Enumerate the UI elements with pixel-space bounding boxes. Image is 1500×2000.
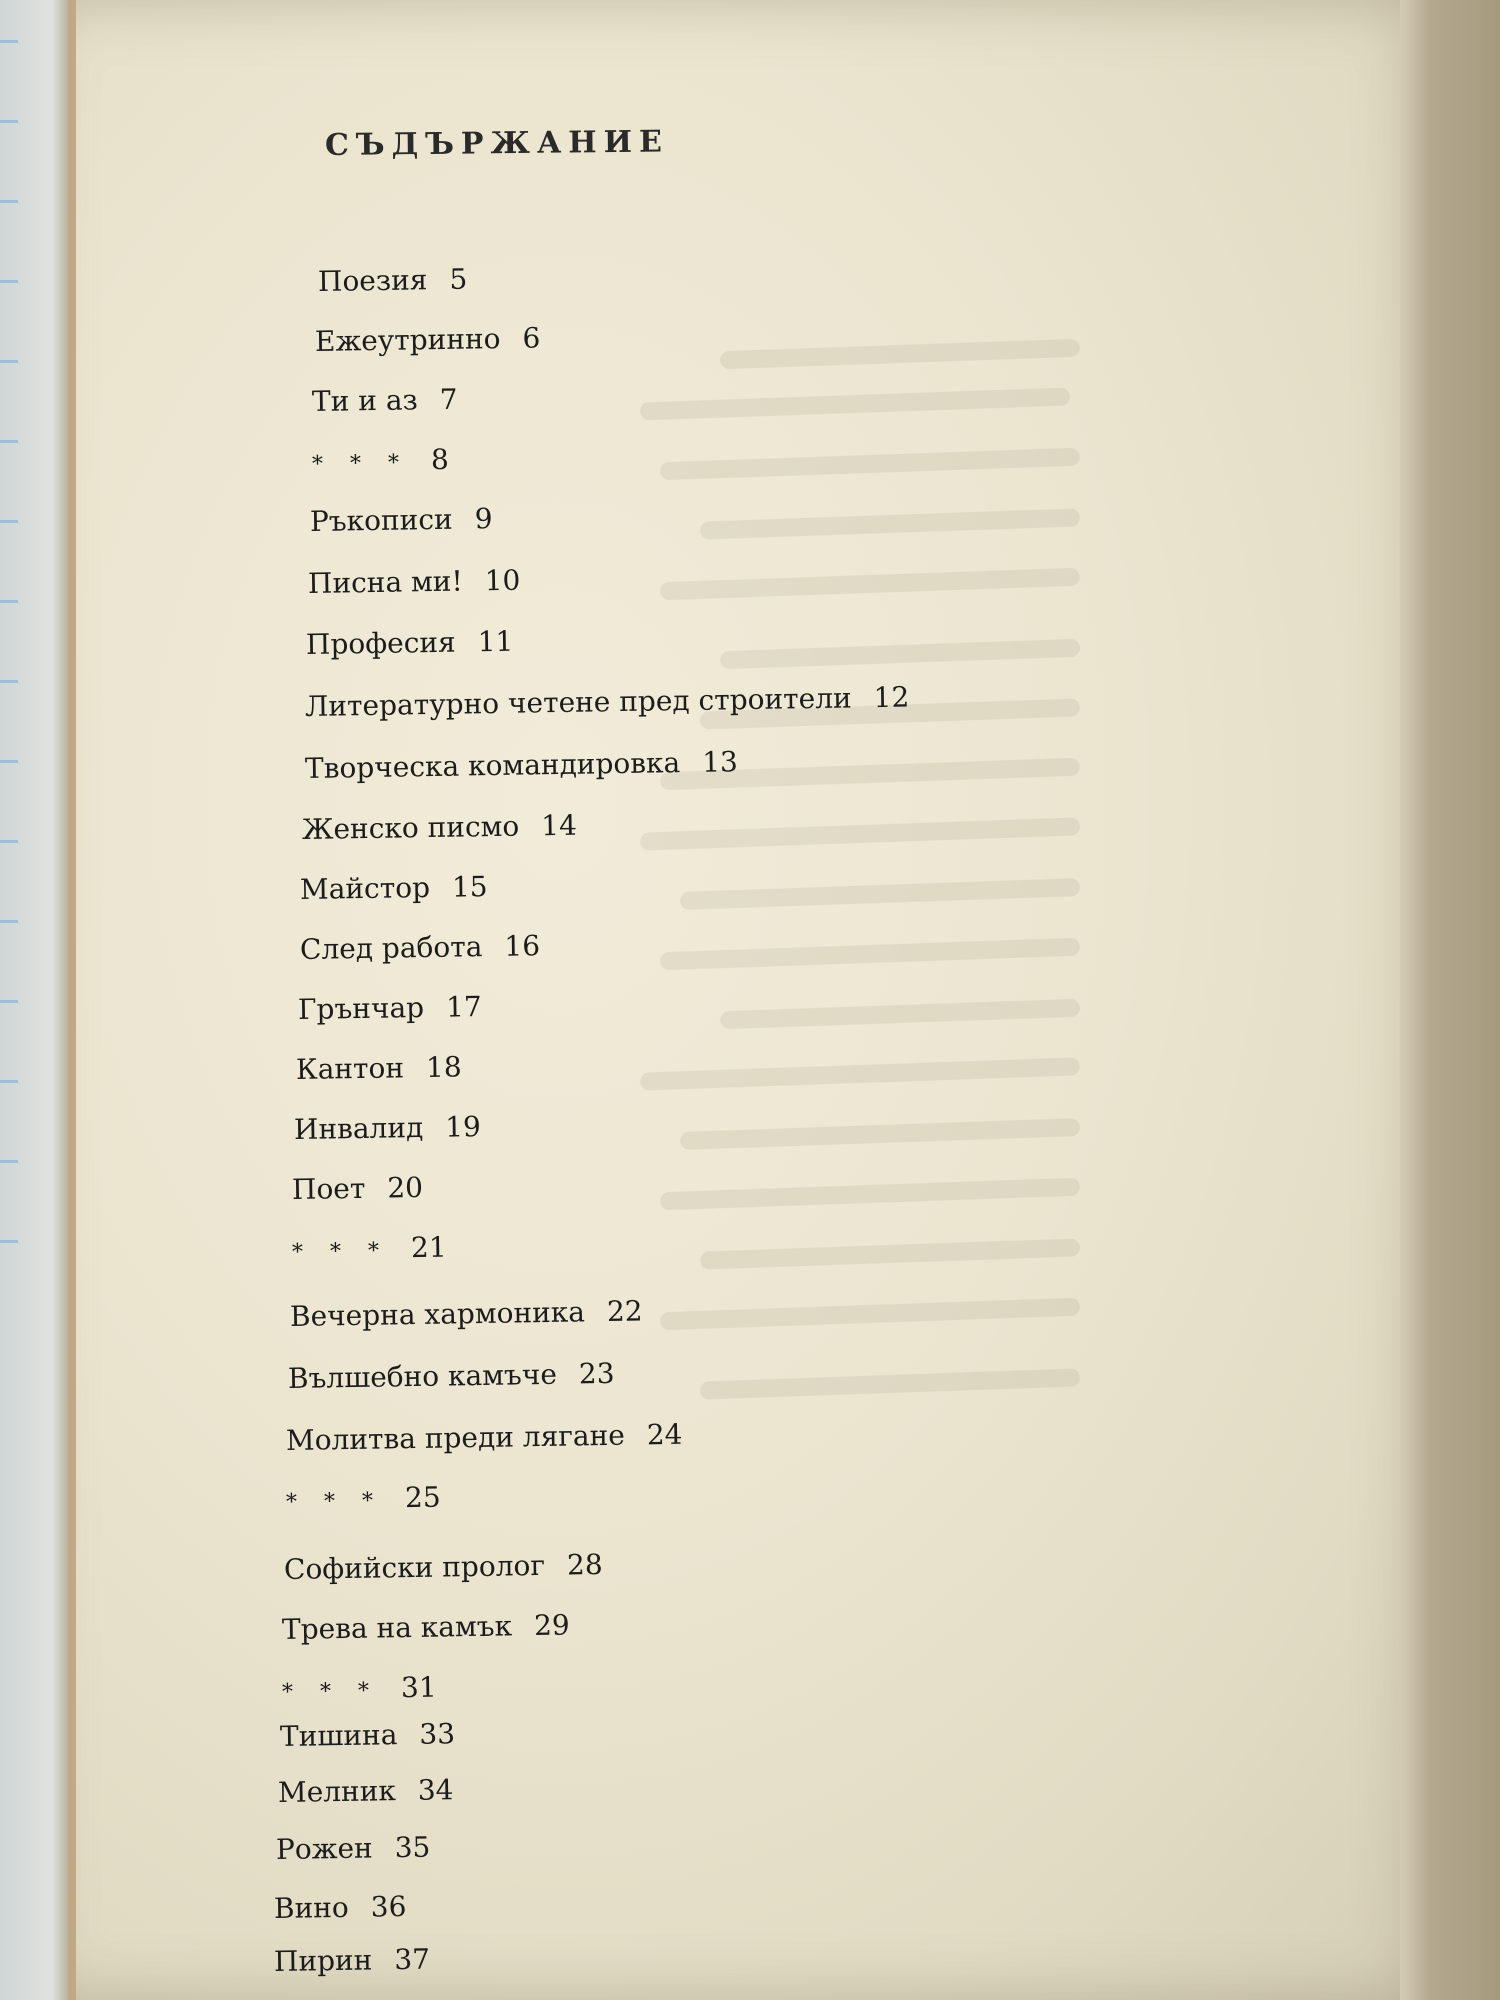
entry-page: 29 — [533, 1608, 570, 1643]
toc-entry — [305, 745, 738, 785]
toc-entry — [286, 1481, 441, 1516]
toc-entry — [286, 1418, 683, 1457]
entry-page: 15 — [451, 870, 488, 904]
entry-title: Кантон — [295, 1051, 405, 1086]
toc-entry — [292, 1171, 423, 1206]
entry-title: Поет — [291, 1171, 366, 1206]
entry-page: 24 — [646, 1417, 683, 1452]
toc-entry — [312, 383, 458, 418]
toc-entry — [312, 443, 449, 478]
entry-page: 7 — [439, 382, 458, 416]
entry-page: 6 — [522, 321, 541, 355]
toc-entry — [306, 625, 514, 661]
toc-entry — [308, 564, 521, 600]
entry-title: * * * — [285, 1488, 384, 1515]
entry-page: 19 — [444, 1110, 482, 1144]
entry-title: Литературно четене пред строители — [304, 681, 852, 723]
toc-entry — [290, 1294, 643, 1333]
entry-page: 16 — [504, 929, 541, 963]
entry-title: * * * — [281, 1678, 380, 1705]
entry-page: 35 — [394, 1830, 431, 1865]
entry-page: 20 — [387, 1170, 424, 1205]
toc-entry — [278, 1773, 454, 1809]
toc-entry — [296, 1050, 462, 1086]
entry-title: Женско писмо — [301, 809, 520, 846]
toc-entry — [274, 1890, 407, 1925]
toc-entry — [288, 1357, 615, 1395]
toc-entry — [300, 870, 488, 906]
entry-title: След работа — [299, 930, 483, 966]
toc-entry — [315, 321, 541, 358]
toc-entry — [300, 929, 541, 966]
entry-page: 23 — [578, 1356, 615, 1391]
toc-entry — [274, 1943, 430, 1978]
toc-entry — [298, 990, 482, 1026]
toc-entry — [284, 1548, 603, 1586]
toc-entry — [280, 1717, 456, 1753]
entry-title: Творческа командировка — [304, 746, 681, 785]
entry-page: 5 — [449, 262, 468, 296]
entry-page: 10 — [484, 563, 521, 598]
entry-title: Майстор — [299, 870, 431, 906]
entry-page: 25 — [404, 1480, 441, 1515]
page-title: СЪДЪРЖАНИЕ — [324, 124, 670, 163]
entry-page: 9 — [474, 502, 493, 536]
page-curve-shadow — [1400, 0, 1500, 2000]
entry-page: 36 — [370, 1889, 407, 1924]
entry-page: 8 — [430, 442, 450, 477]
entry-title: Вълшебно камъче — [287, 1357, 558, 1395]
toc-entry — [292, 1231, 447, 1266]
entry-title: * * * — [311, 450, 410, 477]
entry-page: 17 — [445, 990, 482, 1024]
toc-entry — [294, 1110, 481, 1146]
toc-entry — [318, 263, 468, 298]
entry-page: 28 — [566, 1547, 603, 1582]
entry-title: Инвалид — [293, 1110, 424, 1146]
entry-title: Вино — [273, 1890, 350, 1925]
entry-title: Пирин — [273, 1943, 373, 1978]
entry-title: Ти и аз — [311, 383, 419, 418]
toc-entry — [310, 502, 493, 538]
entry-page: 11 — [477, 624, 514, 659]
entry-page: 31 — [400, 1670, 437, 1705]
entry-page: 12 — [873, 680, 910, 715]
toc-entry — [302, 809, 577, 846]
entry-title: Грънчар — [297, 991, 425, 1026]
entry-page: 33 — [419, 1717, 456, 1751]
book-page — [68, 0, 1456, 2000]
entry-title: Поезия — [317, 263, 428, 298]
entry-title: Професия — [305, 625, 456, 661]
entry-page: 21 — [410, 1230, 447, 1265]
entry-title: Рожен — [275, 1831, 373, 1866]
entry-page: 14 — [540, 808, 578, 843]
entry-page: 13 — [701, 745, 739, 779]
entry-page: 22 — [606, 1294, 643, 1329]
toc-entry — [276, 1831, 431, 1866]
entry-title: * * * — [291, 1238, 390, 1265]
entry-title: Софийски пролог — [283, 1548, 546, 1586]
toc-entry — [282, 1671, 437, 1706]
entry-title: Ежеутринно — [314, 322, 501, 358]
entry-title: Писна ми! — [307, 564, 463, 600]
entry-page: 18 — [425, 1050, 462, 1084]
entry-page: 34 — [417, 1773, 454, 1807]
entry-title: Тишина — [279, 1718, 398, 1753]
entry-title: Молитва преди лягане — [285, 1418, 626, 1457]
entry-title: Мелник — [277, 1774, 397, 1809]
entry-title: Ръкописи — [309, 502, 453, 538]
entry-title: Вечерна хармоника — [289, 1295, 586, 1333]
toc-entry — [282, 1608, 570, 1646]
entry-page: 37 — [394, 1942, 431, 1977]
entry-title: Трева на камък — [281, 1609, 513, 1646]
